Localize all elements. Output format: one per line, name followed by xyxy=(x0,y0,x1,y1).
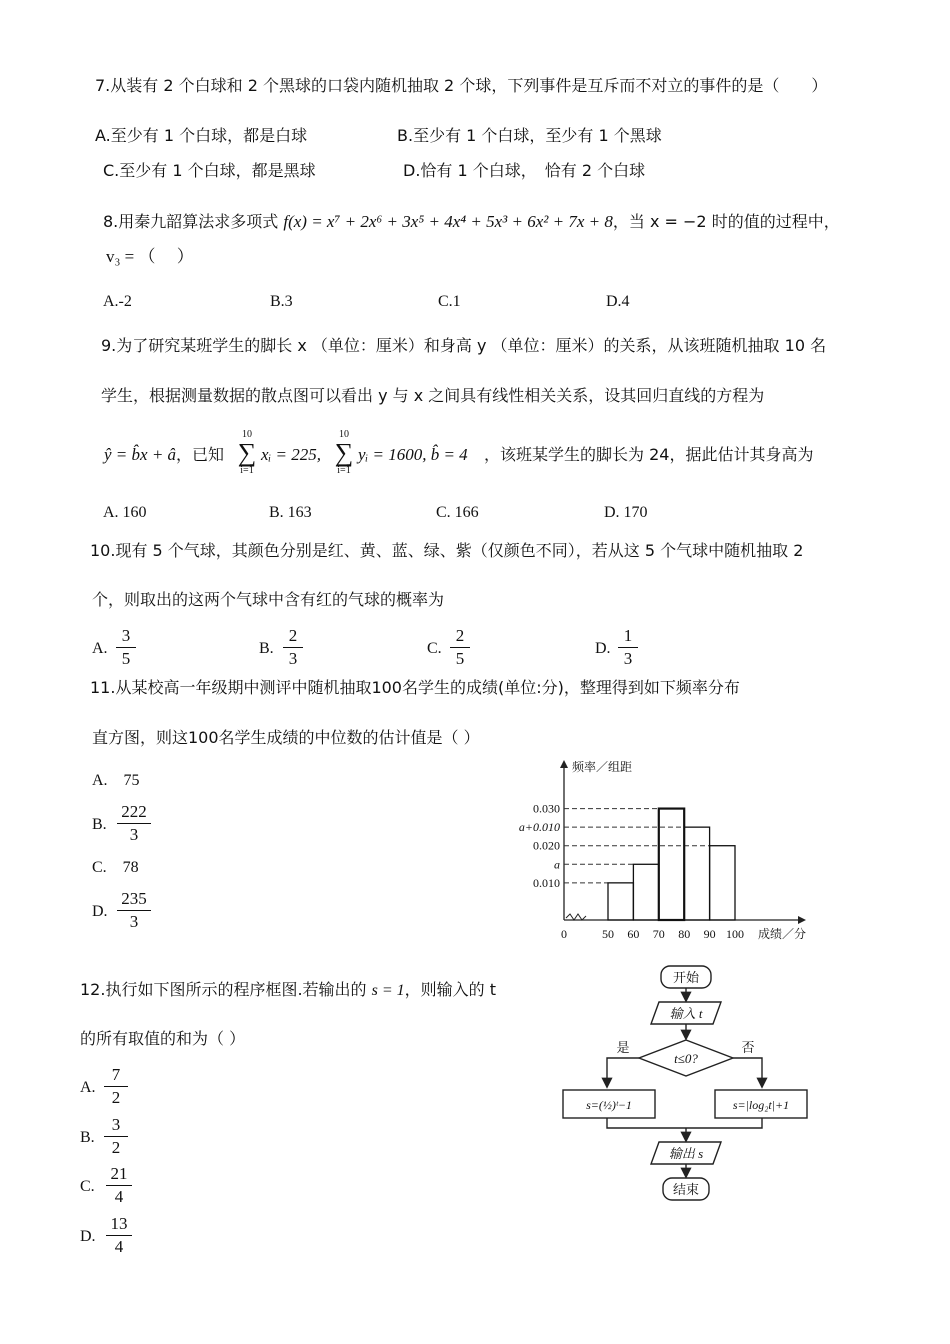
q8-stem xyxy=(103,212,840,232)
y-tick-label-4: 0.030 xyxy=(533,801,560,816)
q10-option-c-num: 2 xyxy=(455,626,465,645)
q7-option-d: D.恰有 1 个白球， 恰有 2 个白球 xyxy=(403,161,646,180)
q11-option-c: C. 78 xyxy=(92,859,139,876)
q9-option-c: C. 166 xyxy=(436,504,479,521)
q9-sum2-bottom: i=1 xyxy=(337,465,351,476)
y-tick-label-1: a xyxy=(554,857,560,872)
q12-option-b-den: 2 xyxy=(111,1138,121,1157)
q10-option-b-fraction xyxy=(283,627,303,668)
q9-mid: ，已知 xyxy=(176,445,225,464)
histogram-bar-90-100 xyxy=(710,846,735,920)
sigma-icon: ∑ xyxy=(334,438,354,467)
x-tick-label-0: 0 xyxy=(561,927,567,941)
q9-sum1-expr: xᵢ = 225, xyxy=(261,445,321,464)
flow-input-text: 输入 t xyxy=(669,1006,703,1021)
histogram-axes xyxy=(560,760,806,924)
q12-option-b-num: 3 xyxy=(111,1115,121,1134)
q12-option-a-fraction xyxy=(104,1066,128,1107)
histogram-bar-60-70 xyxy=(633,864,658,920)
sigma-icon: ∑ xyxy=(237,438,257,467)
q10-option-c-label: C. xyxy=(427,640,442,657)
q12-option-c-den: 4 xyxy=(114,1187,124,1206)
q9-tail: ，该班某学生的脚长为 24，据此估计其身高为 xyxy=(484,445,814,464)
q12-option-a-den: 2 xyxy=(111,1088,121,1107)
histogram-bar-70-80 xyxy=(659,809,684,920)
q8-stem-b: ，当 x = −2 时的值的过程中， xyxy=(612,212,840,231)
q9-sum2 xyxy=(333,430,355,476)
x-axis-arrow xyxy=(798,916,806,924)
axis-break-icon xyxy=(566,914,586,920)
flow-yes-label: 是 xyxy=(616,1040,630,1055)
q10-option-c-den: 5 xyxy=(455,649,465,668)
x-tick-label-70: 70 xyxy=(652,927,665,941)
q12-option-c-num: 21 xyxy=(110,1164,128,1183)
x-axis-label: 成绩／分 xyxy=(757,927,807,941)
y-tick-label-2: 0.020 xyxy=(533,838,560,853)
q12-option-b-fraction xyxy=(104,1116,128,1157)
flow-end-text: 结束 xyxy=(672,1182,700,1197)
q9-line2: 学生，根据测量数据的散点图可以看出 y 与 x 之间具有线性相关关系，设其回归直线的方程为 xyxy=(101,386,765,405)
q11-line1: 11.从某校高一年级期中测评中随机抽取100名学生的成绩(单位:分)，整理得到如下频率分布 xyxy=(90,678,740,697)
q9-sum1-bottom: i=1 xyxy=(240,465,254,476)
q9-option-d: D. 170 xyxy=(604,504,648,521)
q9-option-b: B. 163 xyxy=(269,504,312,521)
q7-option-a: A.至少有 1 个白球，都是白球 xyxy=(95,126,308,145)
q10-option-b-den: 3 xyxy=(288,649,298,668)
q7-option-b: B.至少有 1 个白球，至少有 1 个黑球 xyxy=(397,126,662,145)
q12-option-a-label: A. xyxy=(80,1079,96,1096)
q10-option-b-label: B. xyxy=(259,640,274,657)
y-axis-label: 频率／组距 xyxy=(572,760,633,774)
q9-sum1 xyxy=(236,430,258,476)
q10-option-a-label: A. xyxy=(92,640,108,657)
histogram-bar-80-90 xyxy=(684,827,709,920)
q10-option-d-label: D. xyxy=(595,640,611,657)
q9-line3 xyxy=(104,445,224,465)
q10-option-b-num: 2 xyxy=(288,626,298,645)
q12-option-b-label: B. xyxy=(80,1129,95,1146)
q9-option-a: A. 160 xyxy=(103,504,147,521)
q12-option-c-fraction xyxy=(106,1165,132,1206)
q10-line2: 个，则取出的这两个气球中含有红的气球的概率为 xyxy=(92,590,445,609)
x-tick-label-90: 90 xyxy=(703,927,716,941)
q7-stem: 7.从装有 2 个白球和 2 个黑球的口袋内随机抽取 2 个球，下列事件是互斥而不对立的事件的是（ ） xyxy=(95,76,828,95)
histogram-labels xyxy=(519,759,806,941)
y-tick-label-3: a+0.010 xyxy=(518,820,560,835)
q9-sum2-top: 10 xyxy=(339,429,349,440)
histogram-guides xyxy=(564,809,710,883)
q12-line1c: ，则输入的 t xyxy=(404,980,497,999)
q9-regression-eq: ŷ = b̂x + â xyxy=(104,445,177,464)
q10-option-c-fraction xyxy=(450,627,470,668)
flow-left-text: s=(½)ᵗ−1 xyxy=(586,1098,632,1112)
q11-option-b-num: 222 xyxy=(121,802,147,821)
q11-option-b-label: B. xyxy=(92,816,107,833)
q12-option-a-num: 7 xyxy=(111,1065,121,1084)
x-tick-label-60: 60 xyxy=(627,927,640,941)
q11-option-d-num: 235 xyxy=(121,889,147,908)
q8-option-b: B.3 xyxy=(270,293,293,310)
q8-line2: v₃ = （ ） xyxy=(106,247,194,266)
x-tick-label-80: 80 xyxy=(678,927,691,941)
q10-option-a-fraction xyxy=(116,627,136,668)
histogram-bar-50-60 xyxy=(608,883,633,920)
q7-option-c: C.至少有 1 个白球，都是黑球 xyxy=(103,161,316,180)
q10-option-a-den: 5 xyxy=(121,649,131,668)
q10-line1: 10.现有 5 个气球，其颜色分别是红、黄、蓝、绿、紫（仅颜色不同），若从这 5 个气球中随机抽取 2 xyxy=(90,541,804,560)
flow-output-text: 输出 s xyxy=(668,1146,704,1161)
q12-line2: 的所有取值的和为（ ） xyxy=(80,1029,246,1048)
q9-sum2-expr: yᵢ = 1600, b̂ = 4 xyxy=(358,445,468,464)
y-tick-label-0: 0.010 xyxy=(533,875,560,890)
q8-stem-a: 8.用秦九韶算法求多项式 xyxy=(103,212,284,231)
program-flowchart xyxy=(555,960,815,1210)
flow-start-text: 开始 xyxy=(672,970,700,985)
q8-option-c: C.1 xyxy=(438,293,461,310)
q11-option-b-den: 3 xyxy=(129,825,139,844)
q12-output-eq: s = 1 xyxy=(371,982,405,999)
q11-option-d-label: D. xyxy=(92,903,108,920)
q10-option-d-fraction xyxy=(618,627,638,668)
q12-option-d-num: 13 xyxy=(110,1214,128,1233)
q10-option-d-den: 3 xyxy=(623,649,633,668)
histogram-bars xyxy=(608,809,735,920)
q8-option-a: A.-2 xyxy=(103,293,132,310)
q8-option-d: D.4 xyxy=(606,293,630,310)
frequency-histogram xyxy=(500,758,820,950)
flow-right-text: s=|log₂t|+1 xyxy=(732,1098,790,1112)
q8-formula: f(x) = x⁷ + 2x⁶ + 3x⁵ + 4x⁴ + 5x³ + 6x² + 7x + 8 xyxy=(283,212,613,231)
y-axis-arrow xyxy=(560,760,568,768)
q10-option-a-num: 3 xyxy=(121,626,131,645)
q11-option-d-den: 3 xyxy=(129,912,139,931)
x-tick-label-100: 100 xyxy=(726,927,744,941)
q12-option-d-label: D. xyxy=(80,1228,96,1245)
q12-line1 xyxy=(80,980,496,1001)
q11-option-a: A. 75 xyxy=(92,772,140,789)
q12-option-c-label: C. xyxy=(80,1178,95,1195)
q11-line2: 直方图，则这100名学生成绩的中位数的估计值是（ ） xyxy=(92,728,480,747)
q11-option-d-fraction xyxy=(117,890,151,931)
q12-line1a: 12.执行如下图所示的程序框图.若输出的 xyxy=(80,980,372,999)
q10-option-d-num: 1 xyxy=(623,626,633,645)
q11-option-b-fraction xyxy=(117,803,151,844)
q12-option-d-den: 4 xyxy=(114,1237,124,1256)
q9-line1: 9.为了研究某班学生的脚长 x （单位：厘米）和身高 y （单位：厘米）的关系，从该班随机抽取 10 名 xyxy=(101,336,827,355)
flow-cond-text: t≤0? xyxy=(674,1051,698,1066)
q9-sum1-top: 10 xyxy=(242,429,252,440)
flow-no-label: 否 xyxy=(741,1040,755,1055)
q12-option-d-fraction xyxy=(106,1215,132,1256)
x-tick-label-50: 50 xyxy=(602,927,614,941)
